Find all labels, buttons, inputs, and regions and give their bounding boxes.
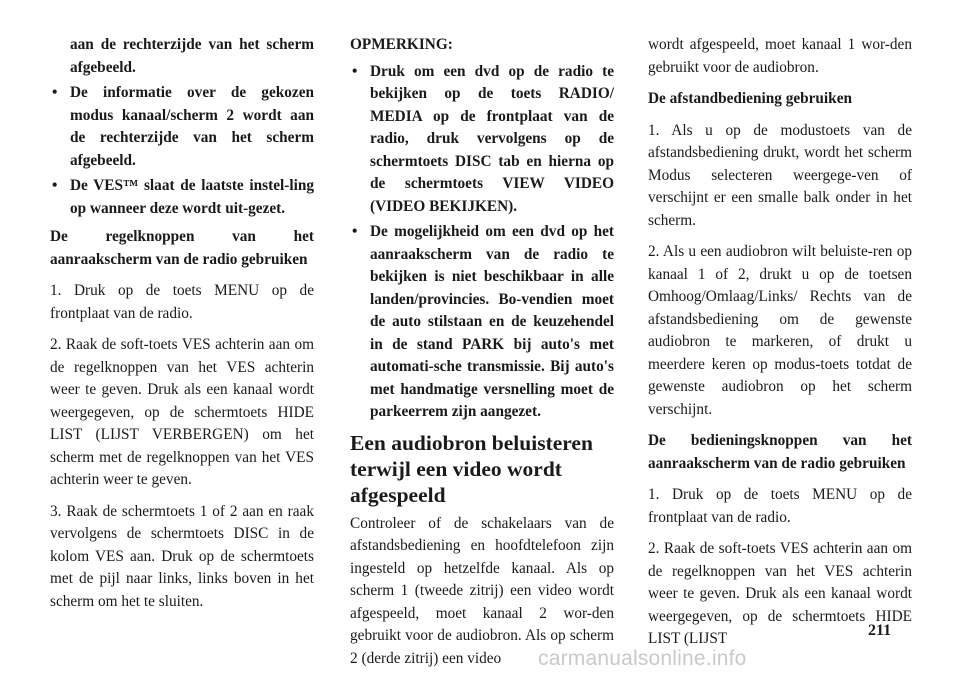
- watermark: carmanualsonline.info: [538, 647, 747, 670]
- subheading: De regelknoppen van het aanraakscherm van de radio gebruiken: [50, 228, 314, 268]
- bullet-item: • Druk om een dvd op de radio te bekijken op de toets RADIO/ MEDIA op de frontplaat van de radio, druk vervolgens op de schermtoets DISC tab en hierna op de schermtoets VIEW VIDEO (VIDEO BEKIJKEN).: [350, 61, 614, 219]
- column-left: [50, 34, 314, 622]
- step-paragraph: 3. Raak de schermtoets 1 of 2 aan en raak vervolgens de schermtoets DISC in de kolom VES aan. Druk op de schermtoets met de pijl naar links, links boven in het scherm om het te sluiten.: [50, 502, 314, 610]
- bullet-item: • De informatie over de gekozen modus kanaal/scherm 2 wordt aan de rechterzijde van het scherm afgebeeld.: [50, 82, 314, 172]
- step-paragraph: 1. Als u op de modustoets van de afstandsbediening drukt, wordt het scherm Modus selecteren weergege-ven of verschijnt er een smalle balk onder in het scherm.: [648, 121, 912, 229]
- step-paragraph: 1. Druk op de toets MENU op de frontplaat van de radio.: [648, 486, 912, 526]
- step-paragraph: 2. Als u een audiobron wilt beluiste-ren op kanaal 1 of 2, drukt u op de toetsen Omhoog/Omlaag/Links/ Rechts van de afstandsbediening om de gewenste audiobron te markeren, of drukt u meerdere keren op modus-toets totdat de gewenste audiobron op het scherm verschijnt.: [648, 243, 912, 418]
- subheading: De afstandbediening gebruiken: [648, 90, 852, 107]
- step-paragraph: 2. Raak de soft-toets VES achterin aan om de regelknoppen van het VES achterin weer te geven. Druk als een kanaal wordt weergegeven, op de schermtoets HIDE LIST (LIJST VERBERGEN) om het scherm met de regelknoppen van het VES achterin weer te geven.: [50, 336, 314, 488]
- bullet-item: • De VES™ slaat de laatste instel-ling op wanneer deze wordt uit-gezet.: [50, 175, 314, 220]
- step-paragraph: 1. Druk op de toets MENU op de frontplaat van de radio.: [50, 282, 314, 322]
- step-paragraph: 2. Raak de soft-toets VES achterin aan om de regelknoppen van het VES achterin weer te geven. Druk als een kanaal wordt weergegeven, op de schermtoets HIDE LIST (LIJST: [648, 540, 912, 647]
- page-number: 211: [868, 622, 892, 639]
- body-paragraph: Controleer of de schakelaars van de afstandsbediening en hoofdtelefoon zijn ingesteld op hetzelfde kanaal. Als op scherm 1 (tweede zitrij) een video wordt afgespeeld, moet kanaal 2 wor-den gebruikt voor de audiobron. Als op scherm 2 (derde zitrij) een video: [350, 514, 614, 667]
- column-middle: [350, 34, 614, 679]
- section-heading: Een audiobron beluisteren terwijl een video wordt afgespeeld: [350, 430, 593, 507]
- subheading: De bedieningsknoppen van het aanraakscherm van de radio gebruiken: [648, 432, 912, 472]
- note-label: OPMERKING:: [350, 36, 453, 53]
- bullet-item: • De mogelijkheid om een dvd op het aanraakscherm van de radio te bekijken is niet beschikbaar in alle landen/provincies. Bo-vendien moet de auto stilstaan en de keuzehendel in de stand PARK bij auto's met automati-sche transmissie. Bij auto's met handmatige versnelling moet de parkeerrem zijn aangezet.: [350, 221, 614, 424]
- continued-bullet-text: aan de rechterzijde van het scherm afgebeeld.: [70, 36, 314, 76]
- note-bullet-list: [350, 61, 614, 424]
- column-right: [648, 34, 912, 660]
- bullet-list: [50, 82, 314, 220]
- continued-paragraph: wordt afgespeeld, moet kanaal 1 wor-den gebruikt voor de audiobron.: [648, 36, 912, 76]
